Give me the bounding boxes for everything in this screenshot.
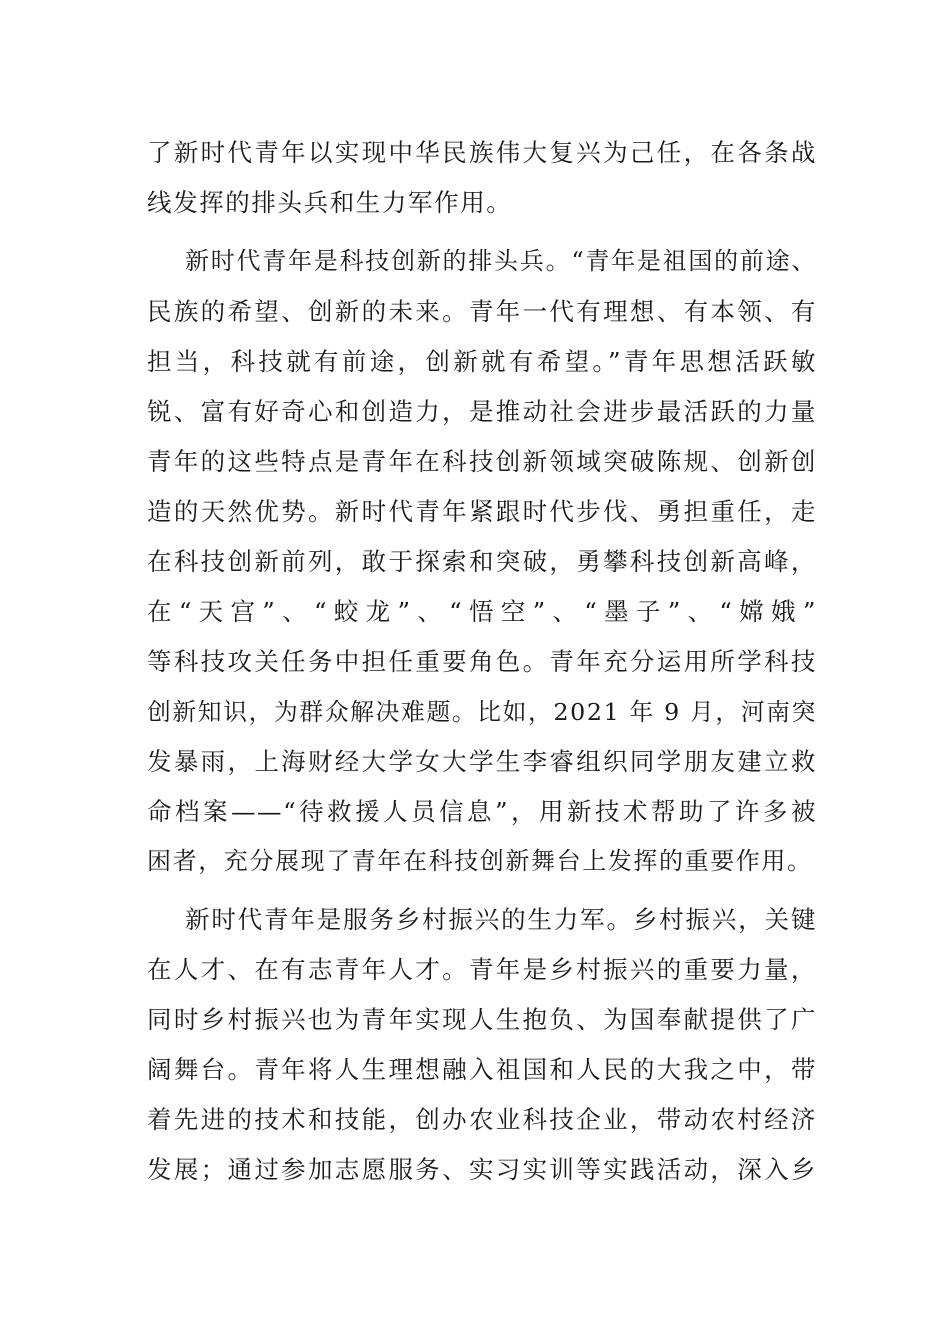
text-line: 线发挥的排头兵和生力军作用。 (147, 188, 513, 217)
text-line: 在“天宫”、“蛟龙”、“悟空”、“墨子”、“嫦娥” (147, 597, 817, 626)
text-line: 民族的希望、创新的未来。青年一代有理想、有本领、有 (147, 297, 817, 326)
text-line: 发展；通过参加志愿服务、实习实训等实践活动，深入乡 (147, 1155, 817, 1184)
text-line: 了新时代青年以实现中华民族伟大复兴为己任，在各条战 (147, 138, 817, 167)
text-line: 在人才、在有志青年人才。青年是乡村振兴的重要力量， (147, 955, 817, 984)
text-line: 在科技创新前列，敢于探索和突破，勇攀科技创新高峰， (147, 547, 817, 576)
text-line: 锐、富有好奇心和创造力，是推动社会进步最活跃的力量 (147, 397, 817, 426)
text-line: 困者，充分展现了青年在科技创新舞台上发挥的重要作用。 (147, 847, 813, 875)
text-line: 担当，科技就有前途，创新就有希望。”青年思想活跃敏 (147, 347, 817, 376)
text-line: 着先进的技术和技能，创办农业科技企业，带动农村经济 (147, 1105, 817, 1134)
text-line: 发暴雨，上海财经大学女大学生李睿组织同学朋友建立救 (147, 747, 817, 776)
text-line: 新时代青年是服务乡村振兴的生力军。乡村振兴，关键 (185, 905, 817, 934)
text-line: 新时代青年是科技创新的排头兵。“青年是祖国的前途、 (185, 247, 817, 275)
text-line: 同时乡村振兴也为青年实现人生抱负、为国奉献提供了广 (147, 1005, 817, 1034)
text-line: 创新知识，为群众解决难题。比如，2021 年 9 月，河南突 (147, 698, 817, 726)
text-line: 青年的这些特点是青年在科技创新领域突破陈规、创新创 (147, 447, 817, 476)
text-line: 阔舞台。青年将人生理想融入祖国和人民的大我之中，带 (147, 1055, 817, 1084)
text-line: 命档案——“待救援人员信息”，用新技术帮助了许多被 (147, 797, 817, 826)
text-line: 造的天然优势。新时代青年紧跟时代步伐、勇担重任，走 (147, 497, 817, 526)
text-line: 等科技攻关任务中担任重要角色。青年充分运用所学科技 (147, 647, 817, 676)
